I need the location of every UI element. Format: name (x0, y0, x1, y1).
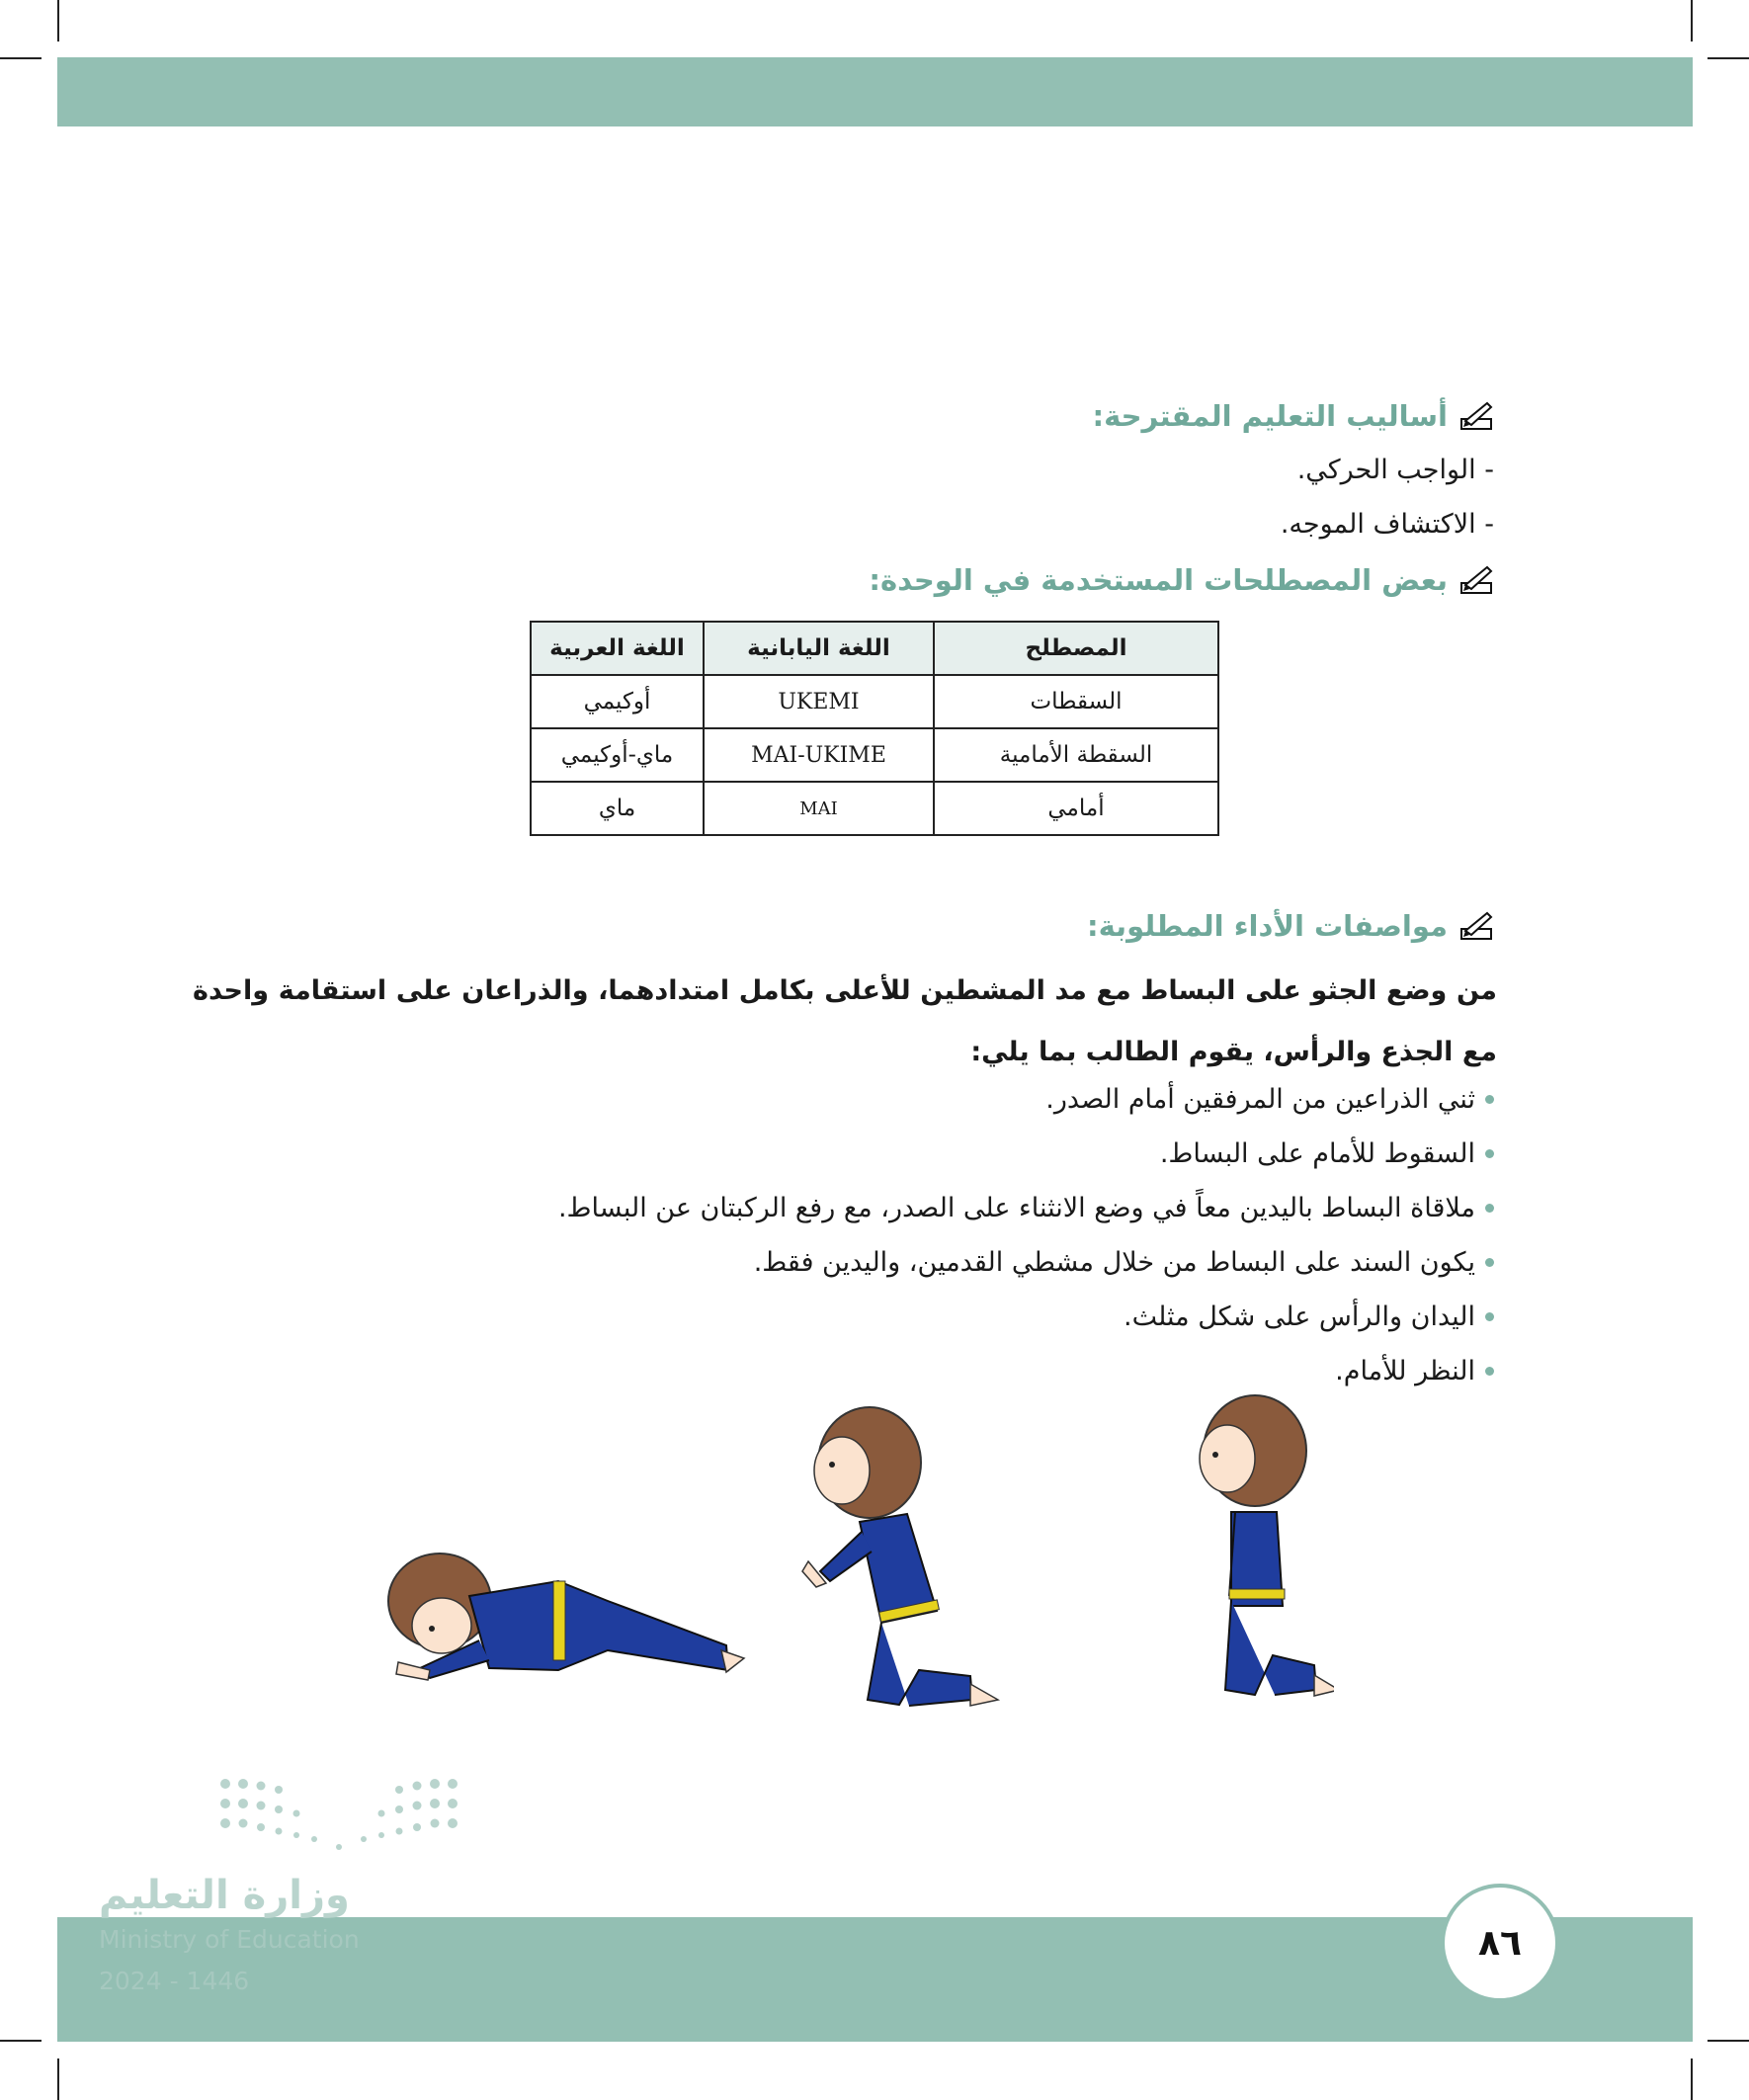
bullet-icon (1485, 1204, 1494, 1213)
methods-heading (1092, 399, 1497, 433)
bullet-icon (1485, 1095, 1494, 1104)
pen-icon (1458, 909, 1497, 943)
performance-heading (1087, 909, 1497, 943)
crop-mark (0, 2040, 42, 2042)
methods-heading-text: أساليب التعليم المقترحة: (1092, 399, 1448, 433)
performance-bullets (558, 1072, 1494, 1398)
table-cell: أمامي (934, 782, 1218, 835)
header-band (57, 57, 1693, 126)
crop-mark (57, 0, 59, 42)
bullet-text: ملاقاة البساط باليدين معاً في وضع الانثناء على الصدر، مع رفع الركبتان عن البساط. (557, 1193, 1475, 1223)
table-cell: السقطة الأمامية (934, 728, 1218, 782)
list-item (558, 1072, 1494, 1127)
column-header: المصطلح (934, 622, 1218, 675)
list-item (558, 1235, 1494, 1290)
pen-icon (1458, 399, 1497, 433)
table-cell: أوكيمي (531, 675, 704, 728)
bullet-text: السقوط للأمام على البساط. (1159, 1138, 1475, 1169)
page-number: ٨٦ (1441, 1884, 1559, 2002)
list-item (558, 1290, 1494, 1344)
crop-mark (1691, 2058, 1693, 2100)
table-cell: UKEMI (704, 675, 934, 728)
bullet-icon (1485, 1258, 1494, 1267)
ministry-name-ar: وزارة التعليم (99, 1873, 350, 1918)
list-item (558, 1127, 1494, 1181)
bullet-text: ثني الذراعين من المرفقين أمام الصدر. (1045, 1084, 1475, 1115)
bullet-icon (1485, 1149, 1494, 1158)
crop-mark (0, 57, 42, 59)
table-cell: ماي (531, 782, 704, 835)
bullet-icon (1485, 1367, 1494, 1376)
performance-heading-text: مواصفات الأداء المطلوبة: (1087, 909, 1448, 943)
ministry-year: 2024 - 1446 (99, 1967, 250, 1995)
table-cell: ماي-أوكيمي (531, 728, 704, 782)
column-header: اللغة اليابانية (704, 622, 934, 675)
table-row (531, 675, 1218, 728)
bullet-text: اليدان والرأس على شكل مثلث. (1123, 1302, 1475, 1332)
list-item (558, 1344, 1494, 1398)
table-cell: MAI-UKIME (704, 728, 934, 782)
terms-heading-text: بعض المصطلحات المستخدمة في الوحدة: (869, 563, 1448, 597)
column-header: اللغة العربية (531, 622, 704, 675)
kneeling-upright-illustration (1166, 1393, 1334, 1720)
table-row (531, 782, 1218, 835)
bullet-icon (1485, 1312, 1494, 1321)
table-header-row (531, 622, 1218, 675)
front-fall-illustration (380, 1552, 746, 1710)
kneeling-forward-illustration (791, 1403, 1018, 1720)
crop-mark (1707, 57, 1749, 59)
crop-mark (1707, 2040, 1749, 2042)
method-item: - الواجب الحركي. (1296, 455, 1494, 485)
table-cell: MAI (704, 782, 934, 835)
ministry-logo-icon (215, 1774, 462, 1858)
crop-mark (57, 2058, 59, 2100)
crop-mark (1691, 0, 1693, 42)
performance-intro: من وضع الجثو على البساط مع مد المشطين للأعلى بكامل امتدادهما، والذراعان على استقامة واحدة مع الجذع والرأس، يقوم الطالب بما يلي: (193, 975, 1497, 1067)
table-cell: السقطات (934, 675, 1218, 728)
ministry-name-en: Ministry of Education (99, 1925, 360, 1954)
table-row (531, 728, 1218, 782)
terms-table (530, 621, 1219, 836)
bullet-text: النظر للأمام. (1335, 1356, 1475, 1386)
terms-heading (869, 563, 1497, 597)
method-item: - الاكتشاف الموجه. (1280, 509, 1494, 540)
bullet-text: يكون السند على البساط من خلال مشطي القدمين، واليدين فقط. (753, 1247, 1475, 1278)
pen-icon (1458, 563, 1497, 597)
list-item (558, 1181, 1494, 1235)
